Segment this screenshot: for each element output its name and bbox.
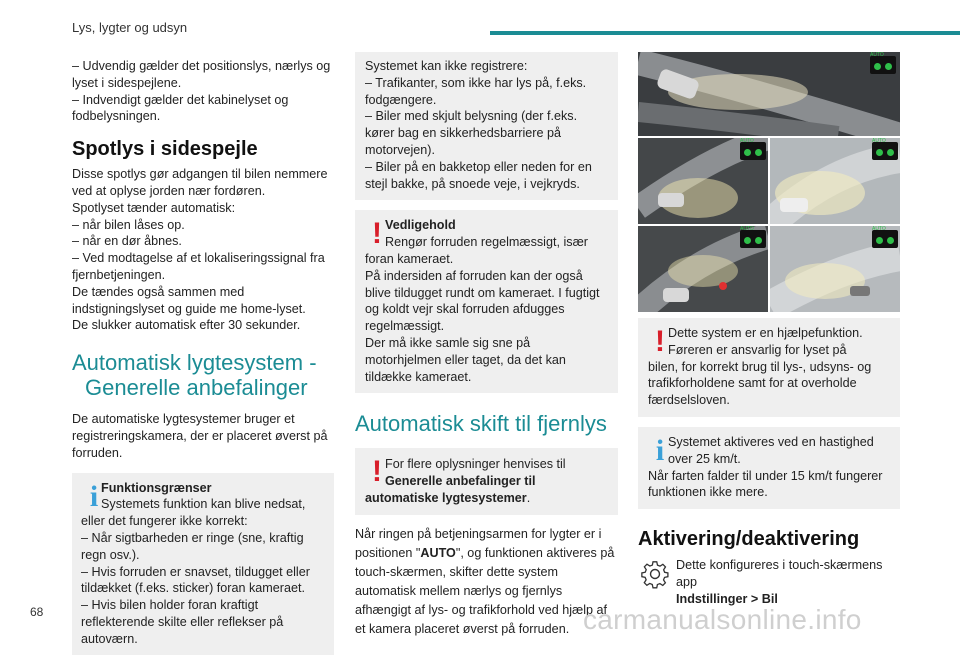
auto-label: AUTO <box>740 226 754 232</box>
ref-line: For flere oplysninger henvises til <box>385 457 566 472</box>
cannot-detect-line: Systemet kan ikke registrere: <box>365 59 528 73</box>
warning-box-line: Der må ikke samle sig sne på motorhjelmen eller taget, da det kan tildække kameraet. <box>365 335 566 384</box>
cannot-detect-line: – Trafikanter, som ikke har lys på, f.eks. fodgængere. <box>365 75 587 107</box>
intro-line: – Indvendigt gælder det kabinelyset og fodbelysningen. <box>72 92 289 124</box>
speed-rest: Når farten falder til under 15 km/t fungerer funktionen ikke mere. <box>648 468 883 500</box>
illustration-panel-2 <box>770 138 900 224</box>
ref-bold: Generelle anbefalinger til automatiske lygtesystemer <box>365 474 536 505</box>
auto-lights-heading <box>72 350 334 400</box>
info-box-function-limits <box>72 473 334 655</box>
night-road-drawing <box>638 52 900 136</box>
high-beam-heading: Automatisk skift til fjernlys <box>355 411 607 437</box>
illustration-top-night-road <box>638 52 900 136</box>
illustration-panel-3 <box>638 226 768 312</box>
column-3 <box>638 318 900 608</box>
headlight-indicator-icon <box>740 230 766 248</box>
auto-label: AUTO <box>872 138 886 144</box>
headlight-indicator-icon <box>872 230 898 248</box>
warning-box-line: foran kameraet. <box>365 251 454 266</box>
info-box-speed <box>638 427 900 509</box>
warning-icon: ! <box>372 217 382 251</box>
illustration-panel-4 <box>770 226 900 312</box>
headlight-indicator-icon <box>870 56 896 74</box>
auto-position-label: AUTO <box>420 545 456 560</box>
settings-instruction <box>638 557 900 607</box>
warning-box-line: På indersiden af forruden kan der også blive tildugget rundt om kameraet. I fugtigt og koldt vejr skal forruden afdugges regelmæssigt. <box>365 268 600 334</box>
info-icon: i <box>655 433 665 467</box>
page-number: 68 <box>30 605 44 619</box>
auto-heading-line1: Automatisk lygtesystem - <box>72 350 317 376</box>
warning-icon: ! <box>655 325 665 358</box>
body-line: Disse spotlys gør adgangen til bilen nemmere ved at oplyse jorden nær fordøren. <box>72 167 328 198</box>
info-box-line: – Hvis forruden er snavset, tildugget eller tildækket (f.eks. sticker) foran kameraet. <box>81 564 310 596</box>
auto-heading-line2: Generelle anbefalinger <box>85 375 308 401</box>
spotlys-heading: Spotlys i sidespejle <box>72 138 258 161</box>
speed-line: Systemet aktiveres ved en hastighed <box>668 434 874 449</box>
settings-path: Indstillinger > Bil <box>676 591 778 606</box>
info-icon: i <box>89 479 99 513</box>
watermark-text: carmanualsonline.info <box>583 604 862 635</box>
cannot-detect-box <box>355 52 618 200</box>
warning-box-assist <box>638 318 900 417</box>
assist-line: Føreren er ansvarlig for lyset på <box>668 342 847 357</box>
column-2 <box>355 52 618 639</box>
body-line: De slukker automatisk efter 30 sekunder. <box>72 318 301 333</box>
auto-body: De automatiske lygtesystemer bruger et registreringskamera, der er placeret øverst på forruden. <box>72 412 328 460</box>
assist-line: Dette system er en hjælpefunktion. <box>668 326 863 340</box>
speed-line: over 25 km/t. <box>668 451 741 466</box>
info-box-line: – Når sigtbarheden er ringe (sne, kraftig regn osv.). <box>81 530 304 562</box>
settings-line: Dette konfigureres i touch-skærmens app <box>676 558 883 589</box>
column-1 <box>72 58 334 655</box>
warning-box-first-line: Rengør forruden regelmæssigt, især <box>385 235 588 250</box>
body-line: De tændes også sammen med indstigningslyset og guide me home-lyset. <box>72 284 306 316</box>
auto-label: AUTO <box>872 226 886 232</box>
info-box-first-line: Systemets funktion kan blive nedsat, <box>101 497 306 512</box>
cannot-detect-line: – Biler på en bakketop eller neden for en stejl bakke, på snoede veje, i vejkryds. <box>365 159 592 191</box>
headlight-indicator-icon <box>872 142 898 160</box>
illustration-panel-1 <box>638 138 768 224</box>
body-line: – Ved modtagelse af et lokaliseringssignal fra fjernbetjeningen. <box>72 251 325 282</box>
auto-label: AUTO <box>740 138 754 144</box>
info-box-line: eller det fungerer ikke korrekt: <box>81 514 248 529</box>
warning-box-reference <box>355 448 618 514</box>
gear-icon <box>640 559 670 589</box>
intro-line: – Udvendig gælder det positionslys, nærlys og lyset i sidespejlene. <box>72 59 331 90</box>
info-box-line: – Hvis bilen holder foran kraftigt reflekterende skilte eller reflekser på autoværn. <box>81 598 284 646</box>
body-line: – når bilen låses op. <box>72 217 185 232</box>
section-title: Lys, lygter og udsyn <box>72 20 188 35</box>
info-box-title: Funktionsgrænser <box>101 480 212 495</box>
auto-label: AUTO <box>870 52 884 58</box>
ref-end: . <box>526 490 531 505</box>
warning-box-maintenance <box>355 210 618 393</box>
warning-icon: ! <box>372 455 382 489</box>
headlight-indicator-icon <box>740 142 766 160</box>
warning-box-title: Vedligehold <box>385 218 456 233</box>
high-beam-body <box>355 525 618 639</box>
body-line: Spotlyset tænder automatisk: <box>72 200 236 215</box>
high-beam-body-pre: Når ringen på betjeningsarmen for lygter er i positionen " <box>355 526 602 560</box>
high-beam-body-post: ", og funktionen aktiveres på touch-skærmen, skifter dette system automatisk mellem nærlys og fjernlys afhængigt af lys- og trafikforhold ved hjælp af et kamera placeret øverst på forruden. <box>355 545 615 636</box>
body-line: – når en dør åbnes. <box>72 234 182 249</box>
header-accent-bar <box>490 31 960 35</box>
cannot-detect-line: – Biler med skjult belysning (der f.eks. kører bag en sikkerhedsbarriere på motorvejen). <box>365 109 578 157</box>
assist-rest: bilen, for korrekt brug til lys-, udsyns- og trafikforholdene samt for at overholde færdselsloven. <box>648 359 872 408</box>
activation-heading: Aktivering/deaktivering <box>638 528 860 551</box>
